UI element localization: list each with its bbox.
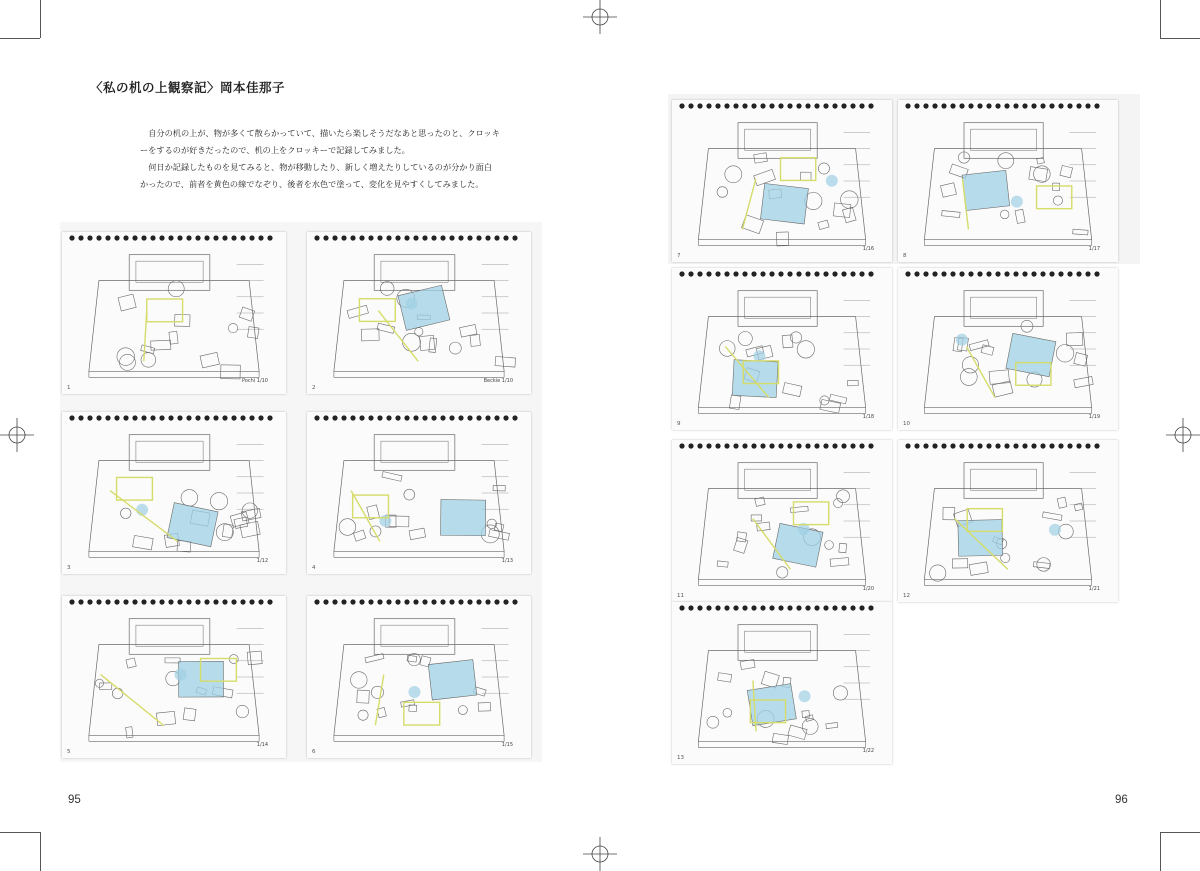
sketch-caption: 1/12: [256, 558, 268, 564]
sketch-drawing: [672, 440, 892, 602]
sketch-drawing: [898, 268, 1118, 430]
desk-sketch: [62, 412, 286, 574]
sketch-drawing: [898, 100, 1118, 262]
sketch-caption: 1/21: [1088, 586, 1100, 592]
registration-mark-icon: [0, 418, 34, 452]
desk-sketch: [307, 232, 531, 394]
desk-sketch: [307, 412, 531, 574]
sketch-caption: 1/16: [862, 246, 874, 252]
sketch-number: 9: [677, 421, 681, 427]
sketch-number: 10: [903, 421, 910, 427]
body-paragraph: 何日か記録したものを見てみると、物が移動したり、新しく増えたりしているのが分かり面白かったので、前者を黄色の線でなぞり、後者を水色で塗って、変化を見やすくしてみました。: [140, 162, 493, 189]
crop-mark: [1160, 0, 1161, 38]
registration-mark-icon: [583, 0, 617, 34]
sketch-number: 1: [67, 385, 71, 391]
desk-sketch: [672, 602, 892, 764]
sketch-caption: 1/15: [501, 742, 513, 748]
registration-mark-icon: [583, 837, 617, 871]
sketch-number: 2: [312, 385, 316, 391]
sketch-caption: 1/18: [862, 414, 874, 420]
sketch-number: 3: [67, 565, 71, 571]
sketch-number: 4: [312, 565, 316, 571]
sketch-caption: 1/13: [501, 558, 513, 564]
sketch-number: 5: [67, 749, 71, 755]
crop-mark: [0, 38, 40, 39]
sketch-caption: 1/17: [1088, 246, 1100, 252]
desk-sketch: [62, 232, 286, 394]
sketch-number: 7: [677, 253, 681, 259]
crop-mark: [1160, 38, 1200, 39]
sketch-number: 6: [312, 749, 316, 755]
desk-sketch: [672, 440, 892, 602]
sketch-caption: 1/19: [1088, 414, 1100, 420]
desk-sketch: [898, 268, 1118, 430]
desk-sketch: [62, 596, 286, 758]
page-number: 95: [68, 794, 81, 806]
sketch-drawing: [307, 596, 531, 758]
sketch-caption: Beckie 1/10: [483, 378, 513, 384]
sketch-drawing: [672, 268, 892, 430]
page-number: 96: [1115, 794, 1128, 806]
desk-sketch: [898, 440, 1118, 602]
sketch-drawing: [307, 232, 531, 394]
sketch-number: 13: [677, 755, 684, 761]
desk-sketch: [672, 100, 892, 262]
sketch-number: 11: [677, 593, 684, 599]
sketch-drawing: [672, 602, 892, 764]
registration-mark-icon: [1166, 418, 1200, 452]
sketch-number: 12: [903, 593, 910, 599]
article-body: [140, 125, 500, 193]
desk-sketch: [898, 100, 1118, 262]
crop-mark: [40, 832, 41, 871]
crop-mark: [40, 0, 41, 38]
article-title: 〈私の机の上観察記〉岡本佳那子: [90, 80, 286, 95]
sketch-drawing: [672, 100, 892, 262]
sketch-caption: 1/22: [862, 748, 874, 754]
sketch-drawing: [62, 232, 286, 394]
body-paragraph: 自分の机の上が、物が多くて散らかっていて、描いたら楽しそうだなあと思ったのと、クロッキーをするのが好きだったので、机の上をクロッキーで記録してみました。: [140, 128, 500, 155]
sketch-caption: 1/14: [256, 742, 268, 748]
sketch-caption: Pochi 1/10: [241, 378, 268, 384]
desk-sketch: [672, 268, 892, 430]
crop-mark: [0, 832, 40, 833]
sketch-number: 8: [903, 253, 907, 259]
desk-sketch: [307, 596, 531, 758]
sketch-drawing: [62, 596, 286, 758]
sketch-drawing: [898, 440, 1118, 602]
sketch-caption: 1/20: [862, 586, 874, 592]
sketch-drawing: [62, 412, 286, 574]
crop-mark: [1160, 832, 1200, 833]
crop-mark: [1160, 832, 1161, 871]
sketch-drawing: [307, 412, 531, 574]
